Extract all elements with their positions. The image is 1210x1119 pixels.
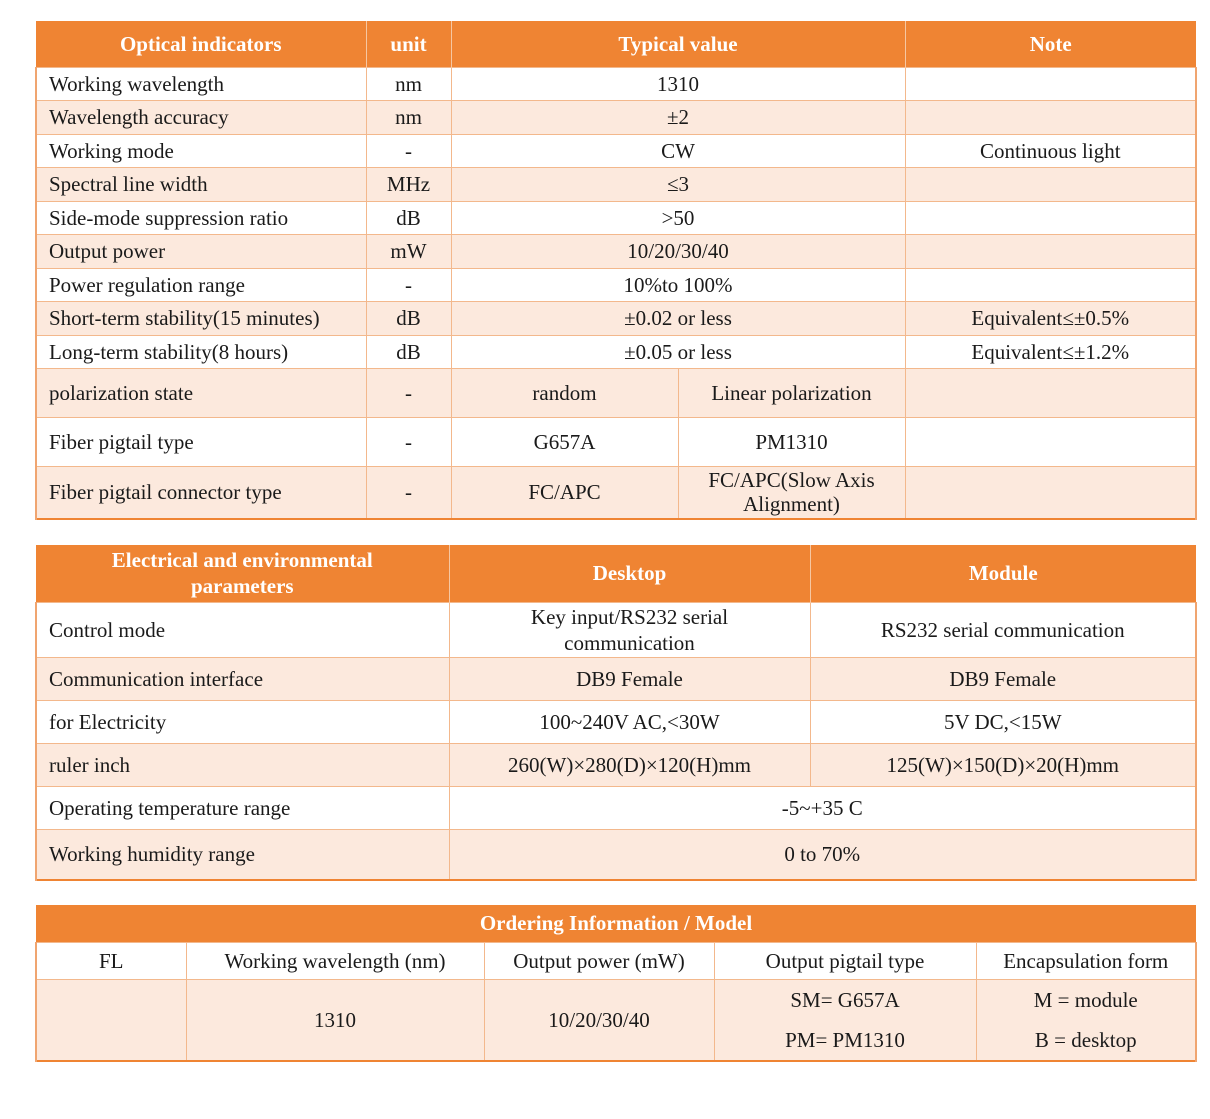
table-row <box>36 700 1196 743</box>
table-row <box>36 786 1196 829</box>
param-cell: Spectral line width <box>36 167 366 201</box>
header-desktop: Desktop <box>449 545 810 602</box>
desktop-cell: Key input/RS232 serial communication <box>449 602 810 657</box>
param-cell: Side-mode suppression ratio <box>36 201 366 234</box>
col-fl: FL <box>36 942 186 979</box>
param-cell: Working mode <box>36 134 366 167</box>
note-cell <box>905 234 1196 268</box>
unit-cell: - <box>366 368 451 417</box>
module-cell: 125(W)×150(D)×20(H)mm <box>810 743 1196 786</box>
note-cell: Continuous light <box>905 134 1196 167</box>
note-cell <box>905 201 1196 234</box>
note-cell: Equivalent≤±1.2% <box>905 335 1196 368</box>
value-b-cell: FC/APC(Slow Axis Alignment) <box>678 466 905 519</box>
table-row <box>36 743 1196 786</box>
col-output-power: Output power (mW) <box>484 942 714 979</box>
table-row <box>36 301 1196 335</box>
table-row <box>36 234 1196 268</box>
desktop-cell: 260(W)×280(D)×120(H)mm <box>449 743 810 786</box>
unit-cell: MHz <box>366 167 451 201</box>
table-header-row <box>36 21 1196 67</box>
value-a-cell: G657A <box>451 417 678 466</box>
param-cell: polarization state <box>36 368 366 417</box>
param-cell: Fiber pigtail connector type <box>36 466 366 519</box>
param-cell: Working wavelength <box>36 67 366 100</box>
optical-indicators-table <box>35 21 1197 520</box>
table-row <box>36 657 1196 700</box>
header-electrical-parameters: Electrical and environmental parameters <box>36 545 449 602</box>
note-cell <box>905 268 1196 301</box>
module-cell: 5V DC,<15W <box>810 700 1196 743</box>
param-cell: ruler inch <box>36 743 449 786</box>
value-cell: 1310 <box>451 67 905 100</box>
note-cell <box>905 368 1196 417</box>
param-cell: Long-term stability(8 hours) <box>36 335 366 368</box>
unit-cell: - <box>366 134 451 167</box>
value-cell: ±0.02 or less <box>451 301 905 335</box>
table-row <box>36 368 1196 417</box>
col-encapsulation-form: Encapsulation form <box>976 942 1196 979</box>
header-optical-indicators: Optical indicators <box>36 21 366 67</box>
value-cell: 10%to 100% <box>451 268 905 301</box>
value-a-cell: random <box>451 368 678 417</box>
param-cell: Short-term stability(15 minutes) <box>36 301 366 335</box>
param-cell: Control mode <box>36 602 449 657</box>
power-cell: 10/20/30/40 <box>484 979 714 1061</box>
value-cell: ±2 <box>451 100 905 134</box>
param-cell: Operating temperature range <box>36 786 449 829</box>
param-cell: Communication interface <box>36 657 449 700</box>
desktop-cell: 100~240V AC,<30W <box>449 700 810 743</box>
module-cell: DB9 Female <box>810 657 1196 700</box>
table-row <box>36 134 1196 167</box>
fl-cell <box>36 979 186 1061</box>
value-cell: ≤3 <box>451 167 905 201</box>
value-cell: CW <box>451 134 905 167</box>
module-cell: RS232 serial communication <box>810 602 1196 657</box>
unit-cell: dB <box>366 201 451 234</box>
note-cell <box>905 167 1196 201</box>
pigtail-pm: PM= PM1310 <box>785 1027 905 1052</box>
col-working-wavelength: Working wavelength (nm) <box>186 942 484 979</box>
table-row <box>36 602 1196 657</box>
param-cell: Output power <box>36 234 366 268</box>
value-cell: 10/20/30/40 <box>451 234 905 268</box>
unit-cell: - <box>366 466 451 519</box>
header-note: Note <box>905 21 1196 67</box>
note-cell <box>905 417 1196 466</box>
value-cell: >50 <box>451 201 905 234</box>
wavelength-cell: 1310 <box>186 979 484 1061</box>
merged-value-cell: 0 to 70% <box>449 829 1196 880</box>
param-cell: Power regulation range <box>36 268 366 301</box>
column-header-row <box>36 942 1196 979</box>
header-module: Module <box>810 545 1196 602</box>
ordering-information-table <box>35 905 1197 1062</box>
param-cell: for Electricity <box>36 700 449 743</box>
electrical-parameters-table <box>35 545 1197 881</box>
value-a-cell: FC/APC <box>451 466 678 519</box>
unit-cell: dB <box>366 335 451 368</box>
merged-value-cell: -5~+35 C <box>449 786 1196 829</box>
value-b-cell: Linear polarization <box>678 368 905 417</box>
desktop-cell: DB9 Female <box>449 657 810 700</box>
table-row <box>36 201 1196 234</box>
note-cell <box>905 100 1196 134</box>
table-row <box>36 100 1196 134</box>
table-header-row <box>36 905 1196 942</box>
header-typical-value: Typical value <box>451 21 905 67</box>
table-row <box>36 268 1196 301</box>
col-output-pigtail-type: Output pigtail type <box>714 942 976 979</box>
note-cell <box>905 466 1196 519</box>
value-b-cell: PM1310 <box>678 417 905 466</box>
unit-cell: mW <box>366 234 451 268</box>
table-row <box>36 335 1196 368</box>
note-cell <box>905 67 1196 100</box>
table-row <box>36 466 1196 519</box>
param-cell: Wavelength accuracy <box>36 100 366 134</box>
table-row <box>36 417 1196 466</box>
note-cell: Equivalent≤±0.5% <box>905 301 1196 335</box>
encapsulation-module: M = module <box>1033 987 1138 1012</box>
unit-cell: nm <box>366 67 451 100</box>
value-cell: ±0.05 or less <box>451 335 905 368</box>
encapsulation-cell <box>976 979 1196 1061</box>
table-row <box>36 829 1196 880</box>
encapsulation-desktop: B = desktop <box>1034 1027 1137 1052</box>
unit-cell: dB <box>366 301 451 335</box>
unit-cell: - <box>366 417 451 466</box>
pigtail-sm: SM= G657A <box>790 987 900 1012</box>
unit-cell: - <box>366 268 451 301</box>
table-row <box>36 67 1196 100</box>
unit-cell: nm <box>366 100 451 134</box>
table-row <box>36 979 1196 1061</box>
table-header-row <box>36 545 1196 602</box>
param-cell: Fiber pigtail type <box>36 417 366 466</box>
param-cell: Working humidity range <box>36 829 449 880</box>
table-row <box>36 167 1196 201</box>
pigtail-cell <box>714 979 976 1061</box>
header-unit: unit <box>366 21 451 67</box>
ordering-title: Ordering Information / Model <box>36 905 1196 942</box>
